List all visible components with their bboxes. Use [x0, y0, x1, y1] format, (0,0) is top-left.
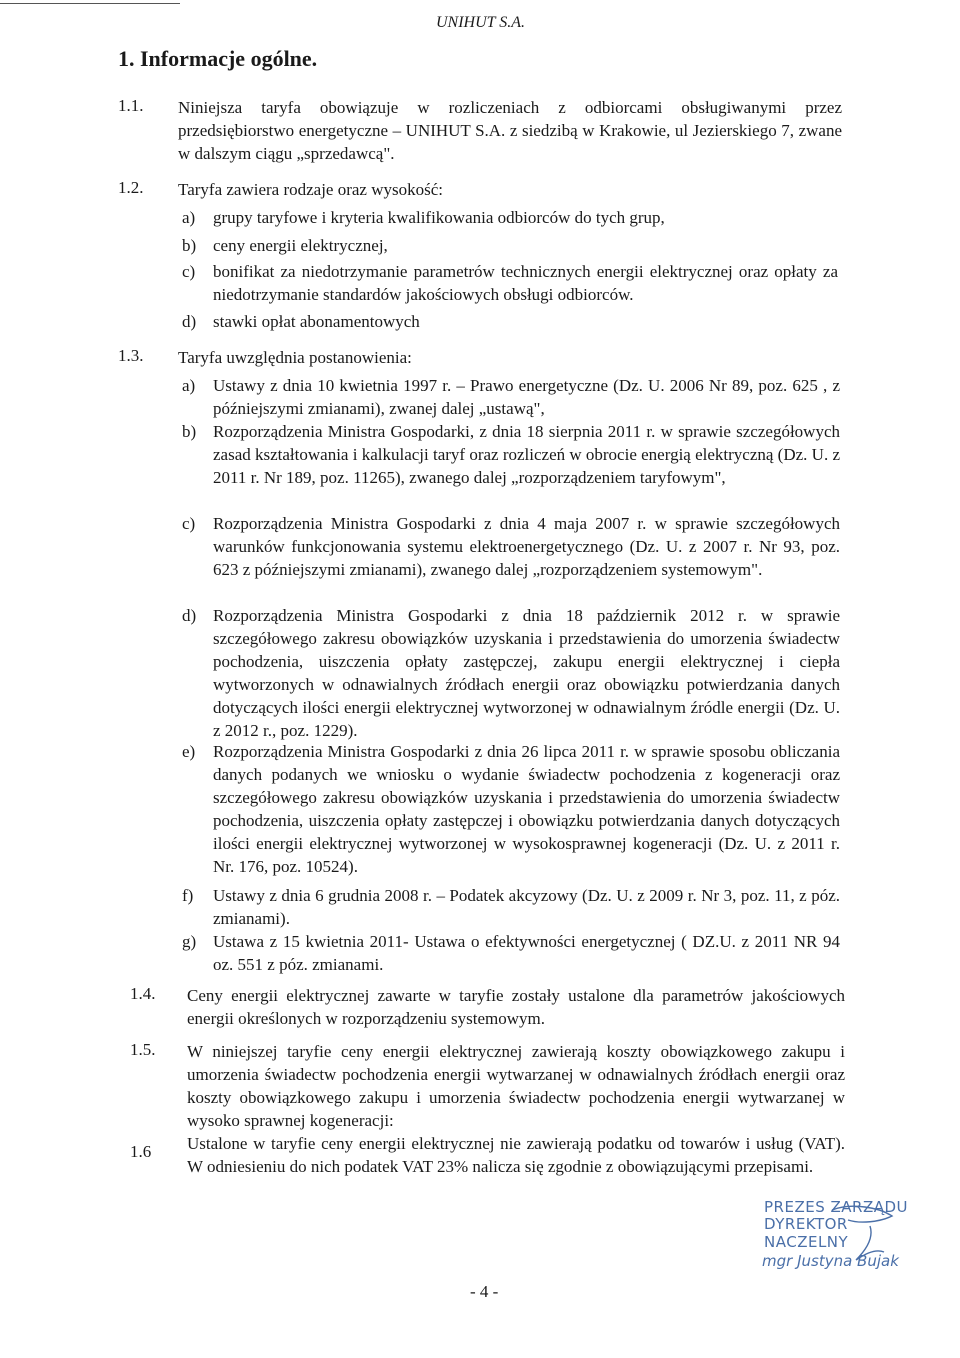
list-item-label: d): [182, 606, 197, 625]
list-item-label: b): [182, 236, 197, 255]
list-item-label: e): [182, 742, 196, 761]
section-number-1-5: 1.5.: [130, 1040, 156, 1059]
list-item-label: a): [182, 376, 196, 395]
list-item-text: Rozporządzenia Ministra Gospodarki z dnia 18 październik 2012 r. w sprawie szczegółowego zakresu obowiązków uzyskania i przedstawienia do umorzenia świadectw pochodzenia, uiszczenia opłaty zastępczej, zakupu energii elektrycznej i ciepła wytworzonych w odnawialnych źródłach energii oraz obowiązku potwierdzania danych dotyczących ilości energii elektrycznej wytworzonej w odnawialnym źródle energii (Dz. U. z 2012 r., poz. 1229).: [213, 606, 840, 740]
list-item-text: bonifikat za niedotrzymanie parametrów technicznych energii elektrycznej oraz opłaty za niedotrzymanie standardów jakościowych obsługi odbiorców.: [213, 262, 838, 304]
list-item: [182, 740, 840, 878]
stamp-title: PREZES ZARZĄDU: [764, 1198, 909, 1216]
list-item-text: grupy taryfowe i kryteria kwalifikowania odbiorców do tych grup,: [213, 208, 665, 227]
list-item-text: Rozporządzenia Ministra Gospodarki, z dnia 18 sierpnia 2011 r. w sprawie szczegółowych zasad kształtowania i kalkulacji taryf oraz rozliczeń w obrocie energią elektryczną (Dz. U. z 2011 r. Nr 189, poz. 11265), zwanego dalej „rozporządzeniem taryfowym",: [213, 422, 840, 487]
list-item: [182, 374, 840, 420]
section-text-1-1: Niniejsza taryfa obowiązuje w rozliczeniach z odbiorcami obsługiwanymi przez przedsiębiorstwo energetyczne – UNIHUT S.A. z siedzibą w Krakowie, ul Jezierskiego 7, zwane w dalszym ciągu „sprzedawcą".: [178, 98, 842, 163]
list-item-text: Ustawa z 15 kwietnia 2011- Ustawa o efektywności energetycznej ( DZ.U. z 2011 NR 94 oz. 551 z póz. zmianami.: [213, 932, 840, 974]
page-number: - 4 -: [470, 1282, 499, 1301]
section-text-1-4: Ceny energii elektrycznej zawarte w taryfie zostały ustalone dla parametrów jakościowych energii określonych w rozporządzeniu systemowym.: [187, 986, 845, 1028]
list-item-text: Rozporządzenia Ministra Gospodarki z dnia 4 maja 2007 r. w sprawie szczegółowych warunków funkcjonowania systemu elektroenergetycznego (Dz. U. z 2007 r. Nr 93, poz. 623 z późniejszymi zmianami), zwanego dalej „rozporządzeniem systemowym".: [213, 514, 840, 579]
stamp-subtitle: DYREKTOR NACZELNY: [764, 1215, 849, 1251]
section-heading: 1. Informacje ogólne.: [118, 46, 318, 71]
list-item: [182, 930, 840, 976]
section-text-1-5: W niniejszej taryfie ceny energii elektrycznej zawierają koszty obowiązkowego zakupu i umorzenia świadectw pochodzenia energii wytwarzanej w odnawialnych źródłach energii oraz koszty obowiązkowego zakupu i umorzenia świadectw pochodzenia energii wytwarzanej w wysoko sprawnej kogeneracji:: [187, 1042, 845, 1130]
list-item-text: Rozporządzenia Ministra Gospodarki z dnia 26 lipca 2011 r. w sprawie sposobu obliczania danych podanych we wniosku o wydanie świadectw pochodzenia z kogeneracji oraz szczegółowego zakresu obowiązków uzyskania i przedstawienia do umorzenia świadectw pochodzenia, uiszczenia opłaty zastępczej i obowiązku potwierdzania danych dotyczących ilości energii elektrycznej wytworzonej w wysokosprawnej kogeneracji (Dz. U. z 2011 r. Nr. 176, poz. 10524).: [213, 742, 840, 876]
list-item-label: c): [182, 262, 196, 281]
company-header: UNIHUT S.A.: [436, 14, 526, 31]
list-item-label: c): [182, 514, 196, 533]
signature-stamp: [762, 1198, 922, 1278]
list-item-text: Ustawy z dnia 6 grudnia 2008 r. – Podatek akcyzowy (Dz. U. z 2009 r. Nr 3, poz. 11, z póz. zmianami).: [213, 886, 840, 928]
section-number-1-6: 1.6: [130, 1142, 152, 1161]
list-item-text: stawki opłat abonamentowych: [213, 312, 420, 331]
list-item-label: f): [182, 886, 194, 905]
list-item-text: ceny energii elektrycznej,: [213, 236, 388, 255]
section-text-1-6: Ustalone w taryfie ceny energii elektrycznej nie zawierają podatku od towarów i usług (VAT). W odniesieniu do nich podatek VAT 23% nalicza się zgodnie z obowiązującymi przepisami.: [187, 1134, 845, 1176]
section-intro-1-2: Taryfa zawiera rodzaje oraz wysokość:: [178, 180, 444, 199]
list-item: [182, 884, 840, 930]
stamp-name: mgr Justyna Bujak: [762, 1252, 899, 1270]
list-item: [182, 512, 840, 581]
list-item-label: a): [182, 208, 196, 227]
section-intro-1-3: Taryfa uwzględnia postanowienia:: [178, 348, 412, 367]
list-item: [182, 234, 838, 257]
list-item: [182, 206, 838, 229]
list-item-text: Ustawy z dnia 10 kwietnia 1997 r. – Prawo energetyczne (Dz. U. 2006 Nr 89, poz. 625 , z późniejszymi zmianami), zwanej dalej „ustawą",: [213, 376, 840, 418]
list-item: [182, 604, 840, 742]
section-number-1-4: 1.4.: [130, 984, 156, 1003]
signature-scribble-icon: [762, 1198, 922, 1278]
list-item: [182, 420, 840, 489]
section-number-1-3: 1.3.: [118, 346, 144, 365]
section-number-1-1: 1.1.: [118, 96, 144, 115]
list-item-label: d): [182, 312, 197, 331]
list-item-label: b): [182, 422, 197, 441]
top-rule: [0, 3, 180, 4]
list-item: [182, 260, 838, 306]
list-item: [182, 310, 838, 333]
list-item-label: g): [182, 932, 197, 951]
section-number-1-2: 1.2.: [118, 178, 144, 197]
